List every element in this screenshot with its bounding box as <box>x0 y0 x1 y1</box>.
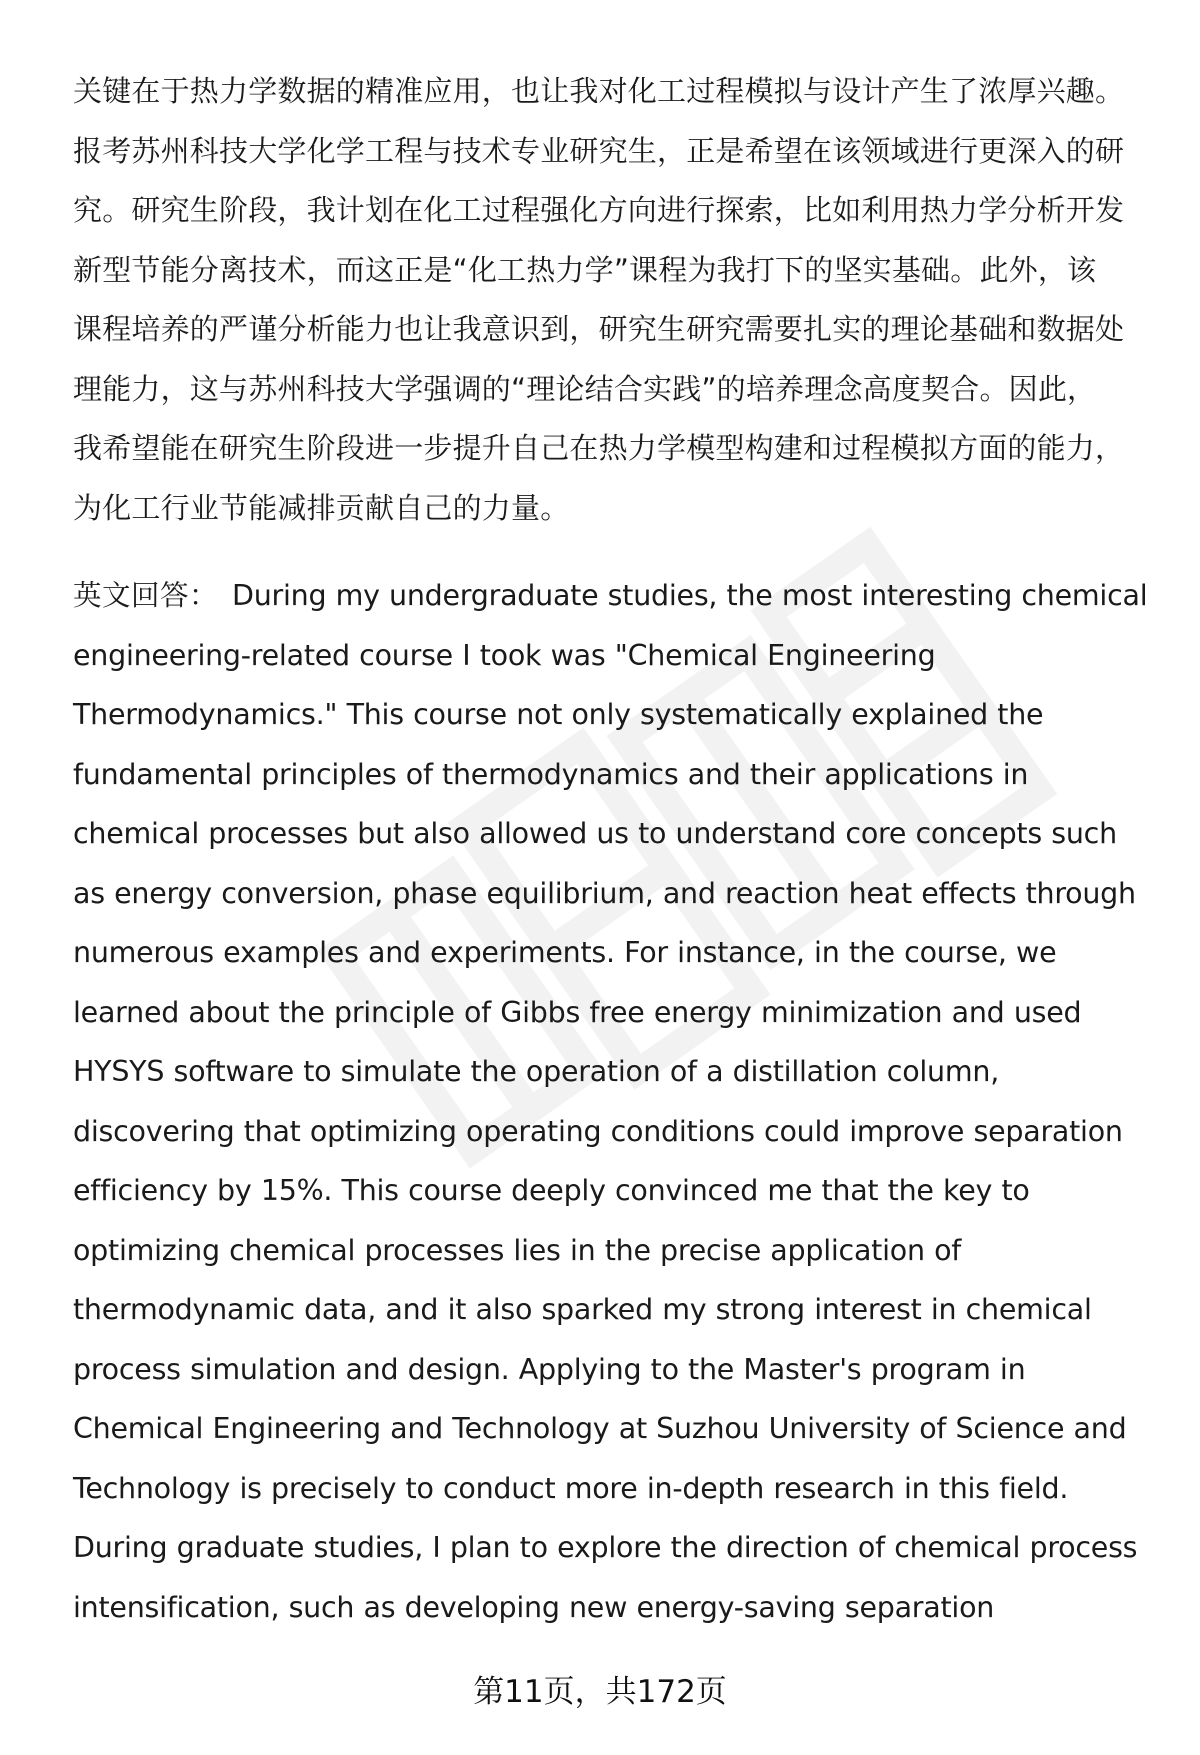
paragraph-line: 理能力，这与苏州科技大学强调的“理论结合实践”的培养理念高度契合。因此， <box>73 371 1097 406</box>
chinese-paragraph <box>73 62 1153 538</box>
paragraph-line: 我希望能在研究生阶段进一步提升自己在热力学模型构建和过程模拟方面的能力， <box>73 431 1125 465</box>
paragraph-line: numerous examples and experiments. For instance, in the course, we <box>73 936 1057 969</box>
paragraph-line: 究。研究生阶段，我计划在化工过程强化方向进行探索，比如利用热力学分析开发 <box>73 193 1125 227</box>
paragraph-line: Thermodynamics." This course not only systematically explained the <box>73 698 1044 731</box>
paragraph-line: process simulation and design. Applying to the Master's program in <box>73 1352 1026 1386</box>
paragraph-line: fundamental principles of thermodynamics and their applications in <box>73 757 1029 791</box>
paragraph-line: 为化工行业节能减排贡献自己的力量。 <box>73 490 570 525</box>
paragraph-line: thermodynamic data, and it also sparked my strong interest in chemical <box>73 1293 1092 1326</box>
paragraph-line: learned about the principle of Gibbs free energy minimization and used <box>73 995 1082 1029</box>
english-answer <box>73 566 1153 1637</box>
paragraph-line: chemical processes but also allowed us to understand core concepts such <box>73 817 1117 850</box>
paragraph-line: intensification, such as developing new energy-saving separation <box>73 1590 995 1624</box>
document-body <box>73 62 1153 1637</box>
paragraph-line <box>73 566 1153 626</box>
paragraph-line: optimizing chemical processes lies in the precise application of <box>73 1233 962 1267</box>
paragraph-gap <box>73 538 1153 566</box>
paragraph-line: as energy conversion, phase equilibrium, and reaction heat effects through <box>73 876 1136 910</box>
paragraph-line: 关键在于热力学数据的精准应用，也让我对化工过程模拟与设计产生了浓厚兴趣。 <box>73 74 1125 108</box>
paragraph-line: HYSYS software to simulate the operation of a distillation column, <box>73 1055 1000 1088</box>
paragraph-line: 新型节能分离技术，而这正是“化工热力学”课程为我打下的坚实基础。此外，该 <box>73 252 1097 287</box>
paragraph-line: Technology is precisely to conduct more in-depth research in this field. <box>73 1471 1069 1505</box>
paragraph-line: Chemical Engineering and Technology at Suzhou University of Science and <box>73 1412 1127 1445</box>
paragraph-line: engineering-related course I took was "Chemical Engineering <box>73 638 936 672</box>
paragraph-line: During graduate studies, I plan to explore the direction of chemical process <box>73 1531 1138 1564</box>
paragraph-line: efficiency by 15%. This course deeply convinced me that the key to <box>73 1174 1030 1207</box>
english-answer-label: 英文回答： <box>73 579 219 612</box>
paragraph-line-text: During my undergraduate studies, the most interesting chemical <box>232 579 1148 612</box>
paragraph-line: discovering that optimizing operating conditions could improve separation <box>73 1114 1123 1148</box>
page-number: 第11页，共172页 <box>473 1674 727 1710</box>
paragraph-line: 报考苏州科技大学化学工程与技术专业研究生，正是希望在该领域进行更深入的研 <box>73 133 1125 168</box>
paragraph-line: 课程培养的严谨分析能力也让我意识到，研究生研究需要扎实的理论基础和数据处 <box>73 312 1125 346</box>
